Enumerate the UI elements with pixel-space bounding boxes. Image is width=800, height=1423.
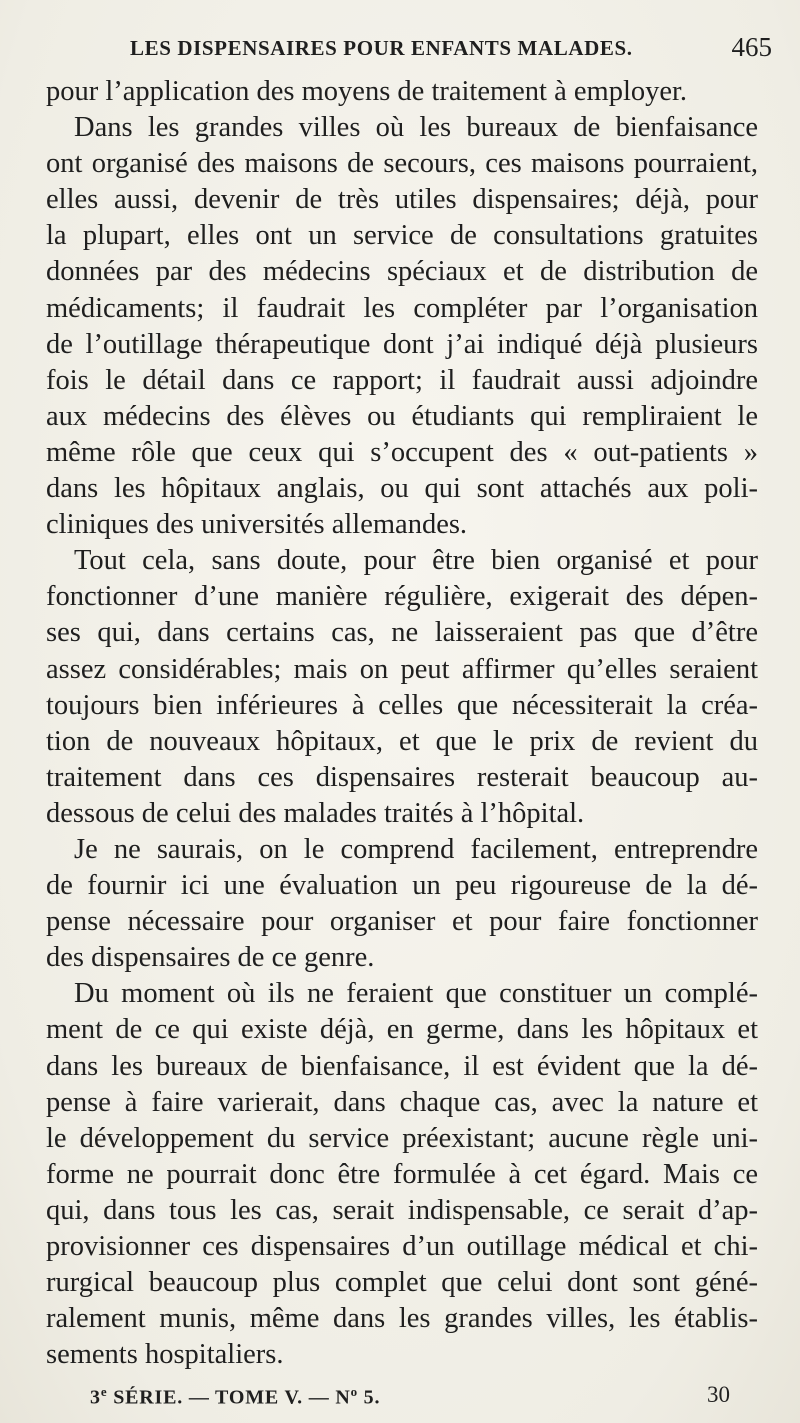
text-line: le développement du service préexistant; aucune règle uni-: [46, 1122, 758, 1154]
paragraph: [46, 543, 758, 832]
text-line: toujours bien inférieures à celles que nécessiterait la créa-: [46, 689, 758, 721]
paragraph: [46, 74, 758, 110]
issue-number: 5.: [357, 1386, 381, 1409]
number-superscript: o: [350, 1384, 358, 1399]
running-head: [130, 32, 772, 66]
page-footer: [90, 1382, 730, 1412]
text-line: ses qui, dans certains cas, ne laisseraient pas que d’être: [46, 617, 758, 649]
text-line: ment de ce qui existe déjà, en germe, dans les hôpitaux et: [46, 1014, 758, 1046]
text-line: Tout cela, sans doute, pour être bien organisé et pour: [74, 545, 758, 577]
text-line: pour l’application des moyens de traitement à employer.: [46, 76, 688, 107]
text-line: qui, dans tous les cas, serait indispensable, ce serait d’ap-: [46, 1194, 758, 1226]
text-line: cliniques des universités allemandes.: [46, 509, 468, 541]
series-label: SÉRIE. — TOME V. — N: [107, 1386, 351, 1409]
sheet-number: 30: [707, 1382, 730, 1407]
paragraph: [46, 832, 758, 976]
signature-mark: [90, 1384, 380, 1410]
text-line: rurgical beaucoup plus complet que celui dont sont géné-: [46, 1267, 758, 1299]
running-title: LES DISPENSAIRES POUR ENFANTS MALADES.: [130, 36, 633, 60]
text-line: fonctionner d’une manière régulière, exigerait des dépen-: [46, 581, 758, 613]
text-line: dans les bureaux de bienfaisance, il est évident que la dé-: [46, 1050, 758, 1082]
text-line: Du moment où ils ne feraient que constituer un complé-: [74, 978, 758, 1010]
text-line: dessous de celui des malades traités à l’hôpital.: [46, 797, 585, 829]
text-line: forme ne pourrait donc être formulée à cet égard. Mais ce: [46, 1158, 758, 1190]
text-line: fois le détail dans ce rapport; il faudrait aussi adjoindre: [46, 364, 758, 396]
text-line: Dans les grandes villes où les bureaux de bienfaisance: [74, 112, 758, 144]
text-line: tion de nouveaux hôpitaux, et que le prix de revient du: [46, 725, 758, 757]
paragraph: [46, 110, 758, 543]
text-line: même rôle que ceux qui s’occupent des « out-patients »: [46, 436, 758, 468]
page-number: 465: [731, 32, 772, 62]
text-line: des dispensaires de ce genre.: [46, 942, 375, 974]
series-number: 3: [90, 1386, 101, 1409]
body-text: [46, 74, 758, 1373]
text-line: elles aussi, devenir de très utiles dispensaires; déjà, pour: [46, 184, 758, 216]
text-line: de fournir ici une évaluation un peu rigoureuse de la dé-: [46, 870, 758, 902]
text-line: pense nécessaire pour organiser et pour faire fonctionner: [46, 906, 758, 938]
text-line: de l’outillage thérapeutique dont j’ai indiqué déjà plusieurs: [46, 328, 758, 360]
text-line: assez considérables; mais on peut affirmer qu’elles seraient: [46, 653, 758, 685]
text-line: traitement dans ces dispensaires resterait beaucoup au-: [46, 761, 758, 793]
text-line: sements hospitaliers.: [46, 1339, 284, 1371]
series-superscript: e: [100, 1384, 108, 1399]
text-line: ralement munis, même dans les grandes villes, les établis-: [46, 1303, 758, 1335]
text-line: pense à faire varierait, dans chaque cas, avec la nature et: [46, 1086, 758, 1118]
text-line: médicaments; il faudrait les compléter par l’organisation: [46, 292, 758, 324]
text-line: ont organisé des maisons de secours, ces maisons pourraient,: [46, 148, 758, 180]
text-line: dans les hôpitaux anglais, ou qui sont attachés aux poli-: [46, 473, 758, 505]
text-line: provisionner ces dispensaires d’un outillage médical et chi-: [46, 1231, 758, 1262]
text-line: aux médecins des élèves ou étudiants qui rempliraient le: [46, 400, 758, 432]
text-line: la plupart, elles ont un service de consultations gratuites: [46, 220, 758, 252]
text-line: données par des médecins spéciaux et de distribution de: [46, 256, 758, 288]
text-line: Je ne saurais, on le comprend facilement, entreprendre: [74, 833, 758, 865]
paragraph: [46, 976, 758, 1373]
